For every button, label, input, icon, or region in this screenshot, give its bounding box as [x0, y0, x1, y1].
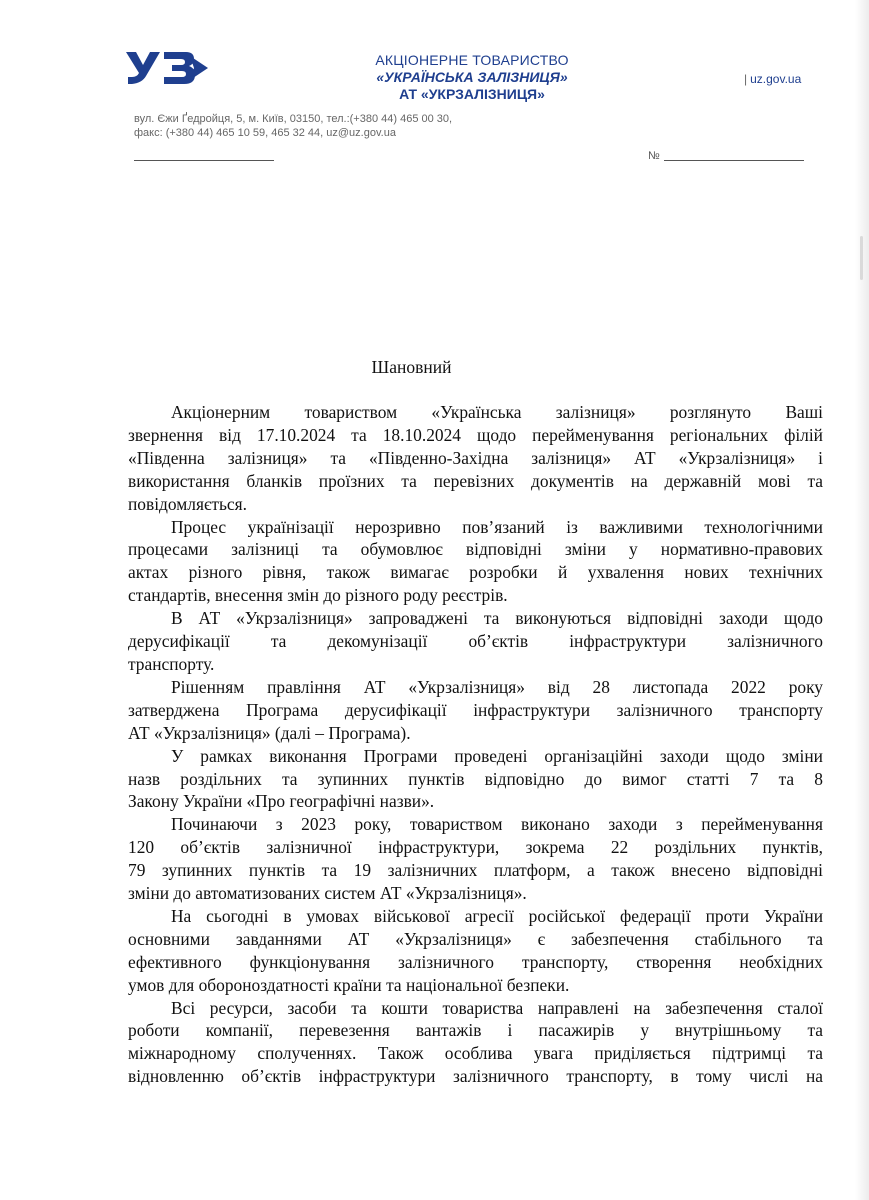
letter-body: [128, 401, 823, 1088]
text-line: умов для обороноздатності країни та національної безпеки.: [128, 974, 570, 995]
paragraph: [128, 813, 823, 905]
text-line: відновленню об’єктів інфраструктури залізничного транспорту, в тому числі на: [128, 1066, 823, 1087]
text-line: основними завданнями АТ «Укрзалізниця» є забезпечення стабільного та: [128, 928, 823, 949]
separator: |: [744, 72, 748, 86]
text-line: назв роздільних та зупинних пунктів відповідно до вимог статті 7 та 8: [128, 768, 823, 789]
text-line: транспорту.: [128, 653, 215, 674]
text-line: Починаючи з 2023 року, товариством виконано заходи з перейменування: [171, 814, 823, 835]
uz-logo: [124, 50, 210, 86]
text-line: міжнародному сполученнях. Також особлива увага приділяється підтримці та: [128, 1043, 823, 1064]
paragraph: [128, 401, 823, 516]
company-name: [312, 52, 632, 103]
text-line: Акціонерним товариством «Українська залізниця» розглянуто Ваші: [171, 402, 823, 422]
text-line: повідомляється.: [128, 493, 247, 514]
paragraph: [128, 676, 823, 745]
text-line: використання бланків проїзних та перевізних документів на державній мові та: [128, 470, 823, 491]
text-line: роботи компанії, перевезення вантажів і пасажирів у внутрішньому та: [128, 1020, 823, 1041]
paragraph: [128, 905, 823, 997]
address-line-2: факс: (+380 44) 465 10 59, 465 32 44, uz@uz.gov.ua: [134, 127, 396, 139]
paragraph: [128, 745, 823, 814]
paragraph: [128, 516, 823, 608]
text-line: АТ «Укрзалізниця» (далі – Програма).: [128, 722, 411, 743]
company-name-line-3: АТ «УКРЗАЛІЗНИЦЯ»: [399, 86, 545, 102]
paragraph: [128, 607, 823, 676]
text-line: актах різного рівня, також вимагає розробки й ухвалення нових технічних: [128, 562, 823, 583]
text-line: зміни до автоматизованих систем АТ «Укрзалізниця».: [128, 883, 527, 904]
text-line: Рішенням правління АТ «Укрзалізниця» від 28 листопада 2022 року: [171, 676, 823, 697]
contact-address: [134, 112, 554, 140]
text-line: стандартів, внесення змін до різного роду реєстрів.: [128, 585, 508, 606]
address-line-1: вул. Єжи Ґедройця, 5, м. Київ, 03150, тел.:(+380 44) 465 00 30,: [134, 113, 453, 125]
text-line: Процес українізації нерозривно пов’язаний із важливими технологічними: [171, 516, 823, 537]
text-line: процесами залізниці та обумовлює відповідні зміни у нормативно-правових: [128, 539, 823, 560]
text-line: Закону України «Про географічні назви».: [128, 791, 435, 812]
text-line: В АТ «Укрзалізниця» запроваджені та виконуються відповідні заходи щодо: [171, 608, 823, 629]
text-line: затверджена Програма дерусифікації інфраструктури залізничного транспорту: [128, 699, 823, 720]
text-line: На сьогодні в умовах військової агресії російської федерації проти України: [171, 905, 823, 926]
date-blank-line: [134, 160, 274, 161]
text-line: Всі ресурси, засоби та кошти товариства направлені на забезпечення сталої: [171, 997, 823, 1018]
salutation: Шановний: [371, 357, 452, 377]
paragraph: [128, 997, 823, 1089]
text-line: 79 зупинних пунктів та 19 залізничних платформ, а також внесено відповідні: [128, 860, 823, 881]
page-edge-shadow: [855, 0, 869, 1200]
number-blank-line: [664, 160, 804, 161]
text-line: 120 об’єктів залізничної інфраструктури, зокрема 22 роздільних пунктів,: [128, 837, 823, 858]
company-name-line-1: АКЦІОНЕРНЕ ТОВАРИСТВО: [375, 52, 569, 68]
text-line: ефективного функціонування залізничного транспорту, створення необхідних: [128, 951, 823, 972]
text-line: У рамках виконання Програми проведені організаційні заходи щодо зміни: [171, 745, 823, 766]
text-line: «Південна залізниця» та «Південно-Західна залізниця» АТ «Укрзалізниця» і: [128, 447, 823, 468]
company-name-line-2: «УКРАЇНСЬКА ЗАЛІЗНИЦЯ»: [376, 69, 568, 85]
scroll-indicator[interactable]: [860, 236, 863, 280]
number-label: №: [648, 150, 660, 162]
text-line: дерусифікації та декомунізації об’єктів інфраструктури залізничного: [128, 631, 823, 652]
text-line: звернення від 17.10.2024 та 18.10.2024 щодо перейменування регіональних філій: [128, 424, 823, 445]
website[interactable]: [744, 72, 801, 86]
website-link[interactable]: uz.gov.ua: [750, 72, 802, 86]
